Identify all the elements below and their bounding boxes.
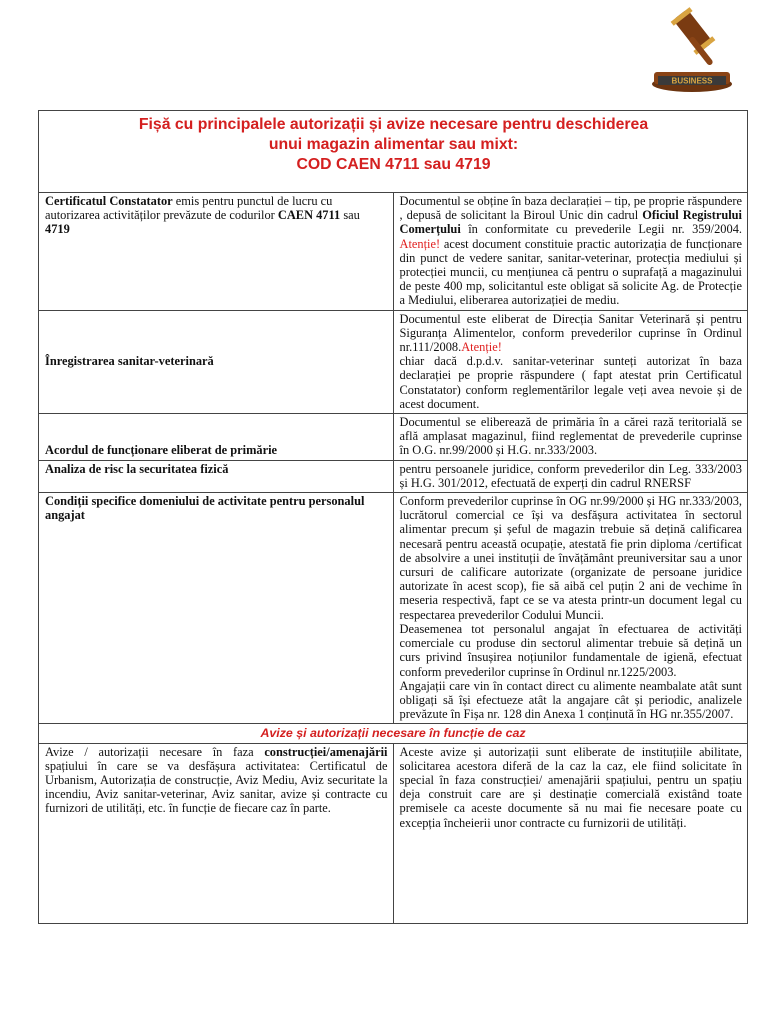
table-row [39,493,748,724]
risc-right: pentru persoanele juridice, conform prevederilor din Leg. 333/2003 și H.G. 301/2012, efectuată de experți din cadrul RNERSF [393,460,748,492]
table-row [39,743,748,923]
table-row [39,414,748,461]
title-line-1: Fișă cu principalele autorizații și avize necesare pentru deschiderea [138,116,649,133]
avize-right: Aceste avize și autorizații sunt eliberate de instituțiile abilitate, solicitarea acestora diferă de la caz la caz, ele fiind solicitate în special în faza construcției/ amenajării spațiului, pentru un spațiu deja construit care are și destinație comercială existând toate premisele ca aceste documente să nu mai fie necesare poate cu excepția încheierii unor contracte cu furnizorii de utilități. [393,743,748,923]
risc-left: Analiza de risc la securitatea fizică [39,460,394,492]
table-row [39,460,748,492]
certificat-right: Documentul se obține în baza declarației – tip, pe proprie răspundere , depusă de solicitant la Biroul Unic din cadrul Oficiul Registrului Comerțului în conformitate cu prevederile Legii nr. 359/2004. Atenție! acest document constituie practic autorizația de funcționare din punct de vedere sanitar, sanitar-veterinar, protecția mediului și protecției muncii, cu mențiunea că pentru o suprafață a magazinului de peste 400 mp, solicitantul este obligat să solicite Ag. de Protecție a Mediului, eliberarea autorizației de mediu. [393,193,748,311]
conditii-right: Conform prevederilor cuprinse în OG nr.99/2000 și HG nr.333/2003, lucrătorul comercial ce își va desfășura activitatea în sectorul alimentar precum și șeful de magazin trebuie să dețină calificarea necesară pentru această ocupație, atestată fie prin diploma /certificat de absolvire a unei instituții de învățământ preuniversitar sau a unor cursuri de calificare autorizate (organizate de persoane juridice autorizate în acest scop), fie să aibă cel puțin 2 ani de vechime în meseria respectivă, fapt ce se va atesta printr-un document legal cu respectarea prevederilor Codului Muncii. Deasemenea tot personalul angajat în efectuarea de activități comerciale cu produse din sectorul alimentar trebuie să dețină un curs privind însușirea noțiunilor fundamentale de igienă, efectuat conform prevederilor cuprinse în Ordinul nr.1225/2003. Angajații care vin în contact direct cu alimente neambalate atât sunt obligați să își efectueze atât la angajare cât și periodic, analizele prevăzute în Fișa nr. 128 din Anexa 1 conținută în HG nr.355/2007. [393,493,748,724]
table-row [39,310,748,413]
gavel-business-logo [640,4,740,96]
avize-left: Avize / autorizații necesare în faza construcției/amenajării spațiului în care se va desfășura activitatea: Certificatul de Urbanism, Autorizația de construcție, Aviz Mediu, Aviz securitate la incendiu, Aviz sanitar-veterinar, Aviz sanitar, avize și contracte cu furnizori de utilități, etc. în funcție de fiecare caz în parte. [39,743,394,923]
logo-text: BUSINESS [671,76,713,86]
acord-left: Acordul de funcționare eliberat de primărie [39,414,394,461]
sanitar-left: Înregistrarea sanitar-veterinară [39,310,394,413]
certificat-left: Certificatul Constatator emis pentru punctul de lucru cu autorizarea activităților prevăzute de codurilor CAEN 4711 sau 4719 [39,193,394,311]
section-heading: Avize și autorizații necesare în funcție de caz [39,724,748,743]
sanitar-right: Documentul este eliberat de Direcția Sanitar Veterinară și pentru Siguranța Alimentelor, conform prevederilor cuprinse în Ordinul nr.111/2008.Atenție! chiar dacă d.p.d.v. sanitar-veterinar sunteți autorizat în baza declarației pe proprie răspundere ( fapt atestat prin Certificatul Constatator) conform reglementărilor legale veți avea nevoie și de acest document. [393,310,748,413]
acord-right: Documentul se eliberează de primăria în a cărei rază teritorială se află amplasat magazinul, fiind reglementat de prevederile cuprinse în O.G. nr.99/2000 și H.G. nr.333/2003. [393,414,748,461]
title-row [39,111,748,193]
title-line-2: unui magazin alimentar sau mixt: [268,136,519,153]
title-line-3: COD CAEN 4711 sau 4719 [296,156,491,173]
title-cell [39,111,748,193]
table-row [39,193,748,311]
authorizations-table [38,110,748,924]
conditii-left: Condiții specifice domeniului de activitate pentru personalul angajat [39,493,394,724]
section-row [39,724,748,743]
